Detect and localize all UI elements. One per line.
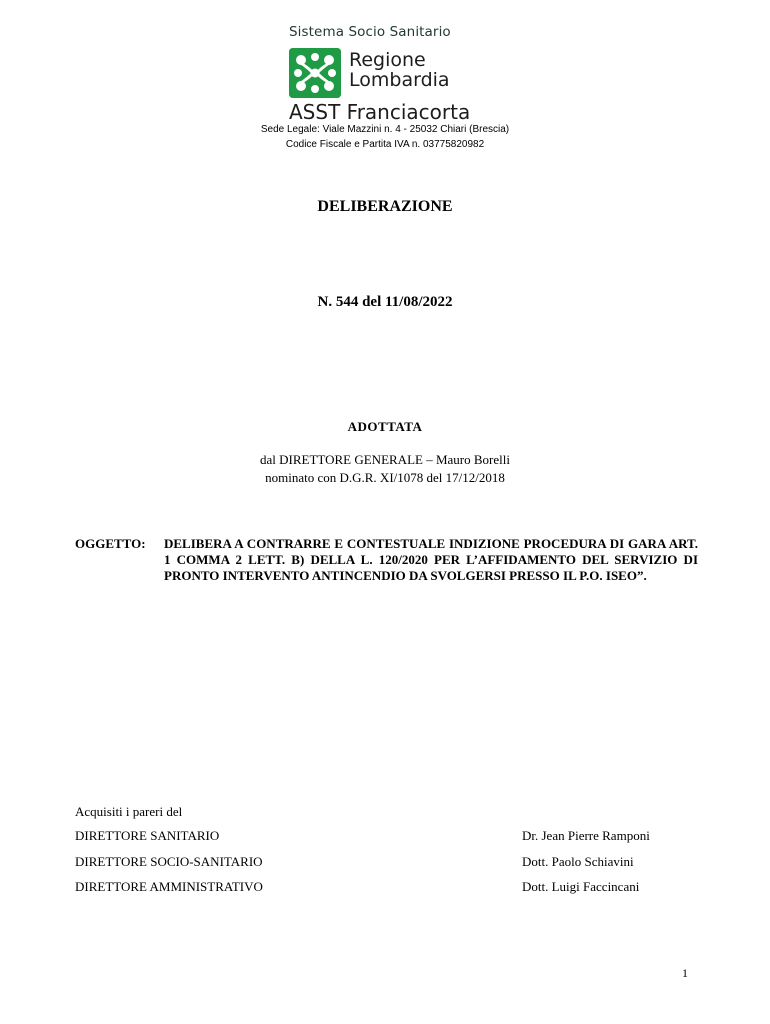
rosa-camuna-svg [289, 48, 341, 98]
adopted-by: dal DIRETTORE GENERALE – Mauro Borelli [260, 452, 510, 467]
document-number: N. 544 del 11/08/2022 [317, 294, 453, 310]
document-type: DELIBERAZIONE [317, 198, 453, 215]
subject-label: OGGETTO: [75, 536, 146, 551]
opinion-row [75, 879, 695, 897]
page-number: 1 [682, 966, 688, 980]
opinion-row [75, 828, 695, 846]
subject-text: DELIBERA A CONTRARRE E CONTESTUALE INDIZIONE PROCEDURA DI GARA ART. 1 COMMA 2 LETT. B) DELLA L. 120/2020 PER L’AFFIDAMENTO DEL SERVIZIO DI PRONTO INTERVENTO ANTINCENDIO DA SVOLGERSI PRESSO IL P.O. ISEO”. [164, 536, 698, 583]
director-role: DIRETTORE SANITARIO [75, 828, 220, 843]
nomination: nominato con D.G.R. XI/1078 del 17/12/2018 [265, 470, 505, 485]
region-name [349, 50, 509, 90]
director-name: Dr. Jean Pierre Ramponi [522, 828, 650, 843]
director-name: Dott. Luigi Faccincani [522, 879, 640, 894]
opinion-row [75, 854, 695, 872]
region-name-line2: Lombardia [349, 69, 450, 91]
organization-name: ASST Franciacorta [289, 100, 471, 124]
region-name-line1: Regione [349, 49, 426, 71]
system-name: Sistema Socio Sanitario [289, 24, 451, 40]
legal-seat: Sede Legale: Viale Mazzini n. 4 - 25032 Chiari (Brescia) [260, 124, 510, 135]
director-role: DIRETTORE SOCIO-SANITARIO [75, 854, 263, 869]
tax-code: Codice Fiscale e Partita IVA n. 03775820982 [285, 139, 485, 150]
adopted-title: ADOTTATA [347, 419, 423, 434]
opinions-intro: Acquisiti i pareri del [75, 804, 183, 819]
director-role: DIRETTORE AMMINISTRATIVO [75, 879, 263, 894]
regione-lombardia-rosa-camuna-icon [289, 48, 341, 98]
director-name: Dott. Paolo Schiavini [522, 854, 634, 869]
